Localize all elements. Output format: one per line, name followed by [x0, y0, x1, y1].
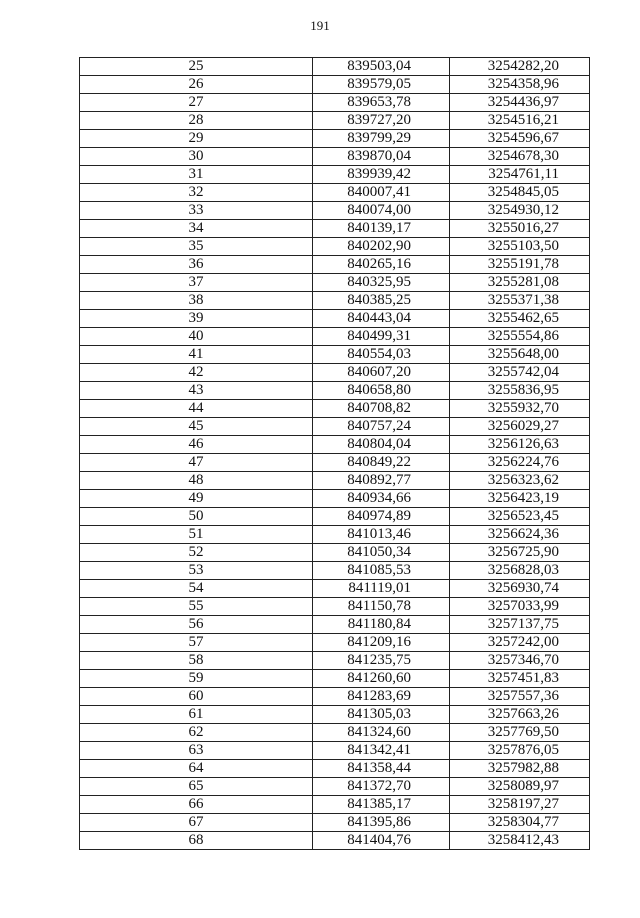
x-coordinate-cell: 840499,31 — [313, 328, 450, 346]
x-coordinate-cell: 841395,86 — [313, 814, 450, 832]
y-coordinate-cell: 3257769,50 — [450, 724, 590, 742]
x-coordinate-cell: 841085,53 — [313, 562, 450, 580]
point-number-cell: 67 — [80, 814, 313, 832]
point-number-cell: 63 — [80, 742, 313, 760]
table-row — [80, 616, 590, 634]
table-row — [80, 472, 590, 490]
point-number-cell: 45 — [80, 418, 313, 436]
point-number-cell: 59 — [80, 670, 313, 688]
point-number-cell: 40 — [80, 328, 313, 346]
x-coordinate-cell: 840385,25 — [313, 292, 450, 310]
x-coordinate-cell: 840202,90 — [313, 238, 450, 256]
y-coordinate-cell: 3255836,95 — [450, 382, 590, 400]
point-number-cell: 42 — [80, 364, 313, 382]
point-number-cell: 50 — [80, 508, 313, 526]
table-row — [80, 670, 590, 688]
table-row — [80, 688, 590, 706]
x-coordinate-cell: 840265,16 — [313, 256, 450, 274]
point-number-cell: 25 — [80, 58, 313, 76]
point-number-cell: 62 — [80, 724, 313, 742]
y-coordinate-cell: 3256224,76 — [450, 454, 590, 472]
x-coordinate-cell: 839579,05 — [313, 76, 450, 94]
table-row — [80, 58, 590, 76]
x-coordinate-cell: 840074,00 — [313, 202, 450, 220]
x-coordinate-cell: 841324,60 — [313, 724, 450, 742]
x-coordinate-cell: 841283,69 — [313, 688, 450, 706]
x-coordinate-cell: 841305,03 — [313, 706, 450, 724]
point-number-cell: 27 — [80, 94, 313, 112]
page-number: 191 — [310, 18, 330, 33]
point-number-cell: 36 — [80, 256, 313, 274]
point-number-cell: 55 — [80, 598, 313, 616]
point-number-cell: 37 — [80, 274, 313, 292]
point-number-cell: 54 — [80, 580, 313, 598]
table-row — [80, 634, 590, 652]
point-number-cell: 43 — [80, 382, 313, 400]
x-coordinate-cell: 841209,16 — [313, 634, 450, 652]
table-row — [80, 652, 590, 670]
table-row — [80, 148, 590, 166]
table-row — [80, 544, 590, 562]
x-coordinate-cell: 839653,78 — [313, 94, 450, 112]
point-number-cell: 26 — [80, 76, 313, 94]
table-row — [80, 760, 590, 778]
table-row — [80, 418, 590, 436]
y-coordinate-cell: 3257557,36 — [450, 688, 590, 706]
coordinates-table — [79, 57, 590, 850]
x-coordinate-cell: 839503,04 — [313, 58, 450, 76]
y-coordinate-cell: 3254761,11 — [450, 166, 590, 184]
table-row — [80, 274, 590, 292]
y-coordinate-cell: 3258197,27 — [450, 796, 590, 814]
table-row — [80, 238, 590, 256]
x-coordinate-cell: 840554,03 — [313, 346, 450, 364]
point-number-cell: 66 — [80, 796, 313, 814]
table-row — [80, 328, 590, 346]
x-coordinate-cell: 840007,41 — [313, 184, 450, 202]
point-number-cell: 31 — [80, 166, 313, 184]
y-coordinate-cell: 3255371,38 — [450, 292, 590, 310]
x-coordinate-cell: 841119,01 — [313, 580, 450, 598]
y-coordinate-cell: 3255191,78 — [450, 256, 590, 274]
point-number-cell: 51 — [80, 526, 313, 544]
table-row — [80, 112, 590, 130]
table-row — [80, 454, 590, 472]
point-number-cell: 35 — [80, 238, 313, 256]
table-row — [80, 490, 590, 508]
y-coordinate-cell: 3258304,77 — [450, 814, 590, 832]
x-coordinate-cell: 841180,84 — [313, 616, 450, 634]
y-coordinate-cell: 3257451,83 — [450, 670, 590, 688]
point-number-cell: 34 — [80, 220, 313, 238]
table-row — [80, 364, 590, 382]
table-row — [80, 778, 590, 796]
y-coordinate-cell: 3256624,36 — [450, 526, 590, 544]
y-coordinate-cell: 3254596,67 — [450, 130, 590, 148]
table-row — [80, 382, 590, 400]
table-row — [80, 580, 590, 598]
point-number-cell: 58 — [80, 652, 313, 670]
table-row — [80, 706, 590, 724]
point-number-cell: 32 — [80, 184, 313, 202]
y-coordinate-cell: 3255281,08 — [450, 274, 590, 292]
y-coordinate-cell: 3254678,30 — [450, 148, 590, 166]
x-coordinate-cell: 840443,04 — [313, 310, 450, 328]
table-row — [80, 220, 590, 238]
point-number-cell: 39 — [80, 310, 313, 328]
point-number-cell: 61 — [80, 706, 313, 724]
point-number-cell: 68 — [80, 832, 313, 850]
y-coordinate-cell: 3256323,62 — [450, 472, 590, 490]
table-row — [80, 508, 590, 526]
point-number-cell: 44 — [80, 400, 313, 418]
y-coordinate-cell: 3255742,04 — [450, 364, 590, 382]
table-row — [80, 796, 590, 814]
x-coordinate-cell: 839870,04 — [313, 148, 450, 166]
y-coordinate-cell: 3257137,75 — [450, 616, 590, 634]
y-coordinate-cell: 3256725,90 — [450, 544, 590, 562]
y-coordinate-cell: 3256423,19 — [450, 490, 590, 508]
y-coordinate-cell: 3254930,12 — [450, 202, 590, 220]
y-coordinate-cell: 3257242,00 — [450, 634, 590, 652]
point-number-cell: 38 — [80, 292, 313, 310]
y-coordinate-cell: 3255462,65 — [450, 310, 590, 328]
x-coordinate-cell: 841013,46 — [313, 526, 450, 544]
x-coordinate-cell: 839799,29 — [313, 130, 450, 148]
table-row — [80, 310, 590, 328]
y-coordinate-cell: 3256523,45 — [450, 508, 590, 526]
table-row — [80, 184, 590, 202]
y-coordinate-cell: 3257876,05 — [450, 742, 590, 760]
point-number-cell: 52 — [80, 544, 313, 562]
x-coordinate-cell: 841150,78 — [313, 598, 450, 616]
x-coordinate-cell: 841358,44 — [313, 760, 450, 778]
y-coordinate-cell: 3256930,74 — [450, 580, 590, 598]
point-number-cell: 41 — [80, 346, 313, 364]
coordinates-table-body — [80, 58, 590, 850]
y-coordinate-cell: 3258089,97 — [450, 778, 590, 796]
x-coordinate-cell: 840325,95 — [313, 274, 450, 292]
table-row — [80, 256, 590, 274]
x-coordinate-cell: 840658,80 — [313, 382, 450, 400]
table-row — [80, 76, 590, 94]
point-number-cell: 53 — [80, 562, 313, 580]
table-row — [80, 724, 590, 742]
y-coordinate-cell: 3254845,05 — [450, 184, 590, 202]
point-number-cell: 56 — [80, 616, 313, 634]
x-coordinate-cell: 840607,20 — [313, 364, 450, 382]
point-number-cell: 30 — [80, 148, 313, 166]
table-row — [80, 346, 590, 364]
point-number-cell: 28 — [80, 112, 313, 130]
y-coordinate-cell: 3258412,43 — [450, 832, 590, 850]
x-coordinate-cell: 840139,17 — [313, 220, 450, 238]
y-coordinate-cell: 3254358,96 — [450, 76, 590, 94]
x-coordinate-cell: 841404,76 — [313, 832, 450, 850]
y-coordinate-cell: 3254436,97 — [450, 94, 590, 112]
x-coordinate-cell: 840934,66 — [313, 490, 450, 508]
y-coordinate-cell: 3255554,86 — [450, 328, 590, 346]
x-coordinate-cell: 841342,41 — [313, 742, 450, 760]
y-coordinate-cell: 3255016,27 — [450, 220, 590, 238]
x-coordinate-cell: 841050,34 — [313, 544, 450, 562]
y-coordinate-cell: 3257982,88 — [450, 760, 590, 778]
x-coordinate-cell: 840892,77 — [313, 472, 450, 490]
y-coordinate-cell: 3254282,20 — [450, 58, 590, 76]
y-coordinate-cell: 3256828,03 — [450, 562, 590, 580]
x-coordinate-cell: 840804,04 — [313, 436, 450, 454]
table-row — [80, 562, 590, 580]
table-row — [80, 202, 590, 220]
table-row — [80, 292, 590, 310]
table-row — [80, 598, 590, 616]
y-coordinate-cell: 3256029,27 — [450, 418, 590, 436]
x-coordinate-cell: 841235,75 — [313, 652, 450, 670]
table-row — [80, 742, 590, 760]
table-row — [80, 814, 590, 832]
point-number-cell: 29 — [80, 130, 313, 148]
point-number-cell: 57 — [80, 634, 313, 652]
table-row — [80, 436, 590, 454]
point-number-cell: 47 — [80, 454, 313, 472]
y-coordinate-cell: 3255103,50 — [450, 238, 590, 256]
table-row — [80, 130, 590, 148]
y-coordinate-cell: 3256126,63 — [450, 436, 590, 454]
x-coordinate-cell: 839939,42 — [313, 166, 450, 184]
y-coordinate-cell: 3257346,70 — [450, 652, 590, 670]
point-number-cell: 60 — [80, 688, 313, 706]
x-coordinate-cell: 840757,24 — [313, 418, 450, 436]
table-row — [80, 166, 590, 184]
table-row — [80, 832, 590, 850]
point-number-cell: 46 — [80, 436, 313, 454]
x-coordinate-cell: 840849,22 — [313, 454, 450, 472]
table-row — [80, 94, 590, 112]
x-coordinate-cell: 841385,17 — [313, 796, 450, 814]
point-number-cell: 64 — [80, 760, 313, 778]
x-coordinate-cell: 840974,89 — [313, 508, 450, 526]
x-coordinate-cell: 841260,60 — [313, 670, 450, 688]
table-row — [80, 400, 590, 418]
y-coordinate-cell: 3255648,00 — [450, 346, 590, 364]
x-coordinate-cell: 840708,82 — [313, 400, 450, 418]
x-coordinate-cell: 839727,20 — [313, 112, 450, 130]
point-number-cell: 33 — [80, 202, 313, 220]
point-number-cell: 48 — [80, 472, 313, 490]
x-coordinate-cell: 841372,70 — [313, 778, 450, 796]
y-coordinate-cell: 3255932,70 — [450, 400, 590, 418]
y-coordinate-cell: 3257663,26 — [450, 706, 590, 724]
y-coordinate-cell: 3257033,99 — [450, 598, 590, 616]
point-number-cell: 65 — [80, 778, 313, 796]
y-coordinate-cell: 3254516,21 — [450, 112, 590, 130]
point-number-cell: 49 — [80, 490, 313, 508]
table-row — [80, 526, 590, 544]
